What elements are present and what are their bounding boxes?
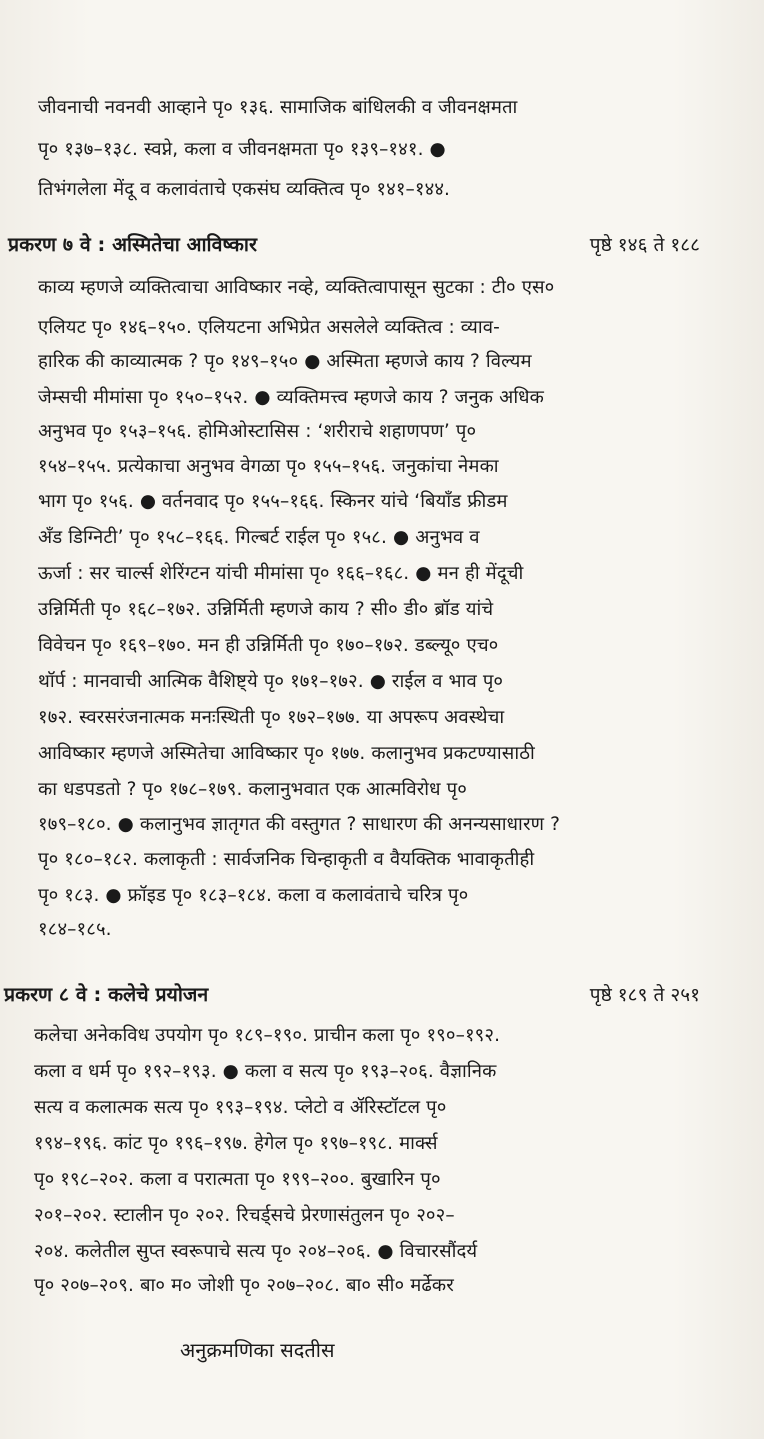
chapter-7-line: १७२. स्वरसरंजनात्मक मनःस्थिती पृ० १७२–१७७. या अपरूप अवस्थेचा — [38, 707, 505, 728]
intro-line: पृ० १३७–१३८. स्वप्ने, कला व जीवनक्षमता पृ० १३९–१४१. ● — [38, 139, 446, 160]
chapter-7-line: भाग पृ० १५६. ● वर्तनवाद पृ० १५५–१६६. स्किनर यांचे ‘बियाँड फ्रीडम — [38, 491, 508, 512]
chapter-7-line: उन्निर्मिती पृ० १६८–१७२. उन्निर्मिती म्हणजे काय ? सी० डी० ब्रॉड यांचे — [38, 599, 494, 620]
chapter-8-line: पृ० १९८–२०२. कला व परात्मता पृ० १९९–२००. बुखारिन पृ० — [34, 1169, 441, 1190]
chapter-7-line: थॉर्प : मानवाची आत्मिक वैशिष्ट्ये पृ० १७१–१७२. ● राईल व भाव पृ० — [38, 671, 504, 692]
chapter-7-line: विवेचन पृ० १६९–१७०. मन ही उन्निर्मिती पृ० १७०–१७२. डब्ल्यू० एच० — [38, 635, 499, 656]
chapter-8-line: सत्य व कलात्मक सत्य पृ० १९३–१९४. प्लेटो व ॲरिस्टॉटल पृ० — [34, 1097, 447, 1118]
chapter-7-line: आविष्कार म्हणजे अस्मितेचा आविष्कार पृ० १७७. कलानुभव प्रकटण्यासाठी — [38, 743, 535, 764]
chapter-7-page-range: पृष्ठे १४६ ते १८८ — [589, 234, 700, 256]
chapter-8-line: कला व धर्म पृ० १९२–१९३. ● कला व सत्य पृ० १९३–२०६. वैज्ञानिक — [34, 1061, 497, 1082]
chapter-8-line: पृ० २०७–२०९. बा० म० जोशी पृ० २०७–२०८. बा० सी० मर्ढेकर — [34, 1275, 454, 1296]
chapter-7-line: अनुभव पृ० १५३–१५६. होमिओस्टासिस : ‘शरीराचे शहाणपण’ पृ० — [38, 421, 477, 442]
chapter-7-line: ऊर्जा : सर चार्ल्स शेरिंग्टन यांची मीमांसा पृ० १६६–१६८. ● मन ही मेंदूची — [38, 563, 524, 584]
chapter-7-line: पृ० १८०–१८२. कलाकृती : सार्वजनिक चिन्हाकृती व वैयक्तिक भावाकृतीही — [38, 849, 535, 870]
chapter-8-heading: प्रकरण ८ वे : कलेचे प्रयोजन — [4, 983, 209, 1006]
intro-line: तिभंगलेला मेंदू व कलावंताचे एकसंघ व्यक्तित्व पृ० १४१–१४४. — [38, 179, 451, 200]
intro-line: जीवनाची नवनवी आव्हाने पृ० १३६. सामाजिक बांधिलकी व जीवनक्षमता — [38, 97, 518, 118]
page-footer: अनुक्रमणिका सदतीस — [180, 1338, 335, 1362]
chapter-8-line: कलेचा अनेकविध उपयोग पृ० १८९–१९०. प्राचीन कला पृ० १९०–१९२. — [34, 1025, 501, 1046]
chapter-7-heading: प्रकरण ७ वे : अस्मितेचा आविष्कार — [8, 233, 257, 256]
chapter-8-line: २०१–२०२. स्टालीन पृ० २०२. रिचर्ड्सचे प्रेरणासंतुलन पृ० २०२– — [34, 1205, 455, 1226]
chapter-7-line: १८४–१८५. — [38, 919, 112, 940]
chapter-7-line: का धडपडतो ? पृ० १७८–१७९. कलानुभवात एक आत्मविरोध पृ० — [38, 779, 467, 800]
chapter-8-page-range: पृष्ठे १८९ ते २५१ — [589, 984, 700, 1006]
chapter-7-line: १७९–१८०. ● कलानुभव ज्ञातृगत की वस्तुगत ? साधारण की अनन्यसाधारण ? — [38, 814, 560, 835]
chapter-8-line: २०४. कलेतील सुप्त स्वरूपाचे सत्य पृ० २०४–२०६. ● विचारसौंदर्य — [34, 1241, 478, 1262]
chapter-7-line: पृ० १८३. ● फ्रॉइड पृ० १८३–१८४. कला व कलावंताचे चरित्र पृ० — [38, 885, 469, 906]
chapter-7-line: काव्य म्हणजे व्यक्तित्वाचा आविष्कार नव्हे, व्यक्तित्वापासून सुटका : टी० एस० — [38, 277, 555, 298]
chapter-7-line: १५४–१५५. प्रत्येकाचा अनुभव वेगळा पृ० १५५–१५६. जनुकांचा नेमका — [38, 456, 499, 477]
chapter-8-line: १९४–१९६. कांट पृ० १९६–१९७. हेगेल पृ० १९७–१९८. मार्क्स — [34, 1133, 438, 1154]
chapter-7-line: एलियट पृ० १४६–१५०. एलियटना अभिप्रेत असलेले व्यक्तित्व : व्याव- — [38, 317, 500, 338]
chapter-7-line: जेम्सची मीमांसा पृ० १५०–१५२. ● व्यक्तिमत्त्व म्हणजे काय ? जनुक अधिक — [38, 387, 544, 408]
chapter-7-line: अँड डिग्निटी’ पृ० १५८–१६६. गिल्बर्ट राईल पृ० १५८. ● अनुभव व — [38, 527, 480, 548]
chapter-7-line: हारिक की काव्यात्मक ? पृ० १४९–१५० ● अस्मिता म्हणजे काय ? विल्यम — [38, 351, 532, 372]
